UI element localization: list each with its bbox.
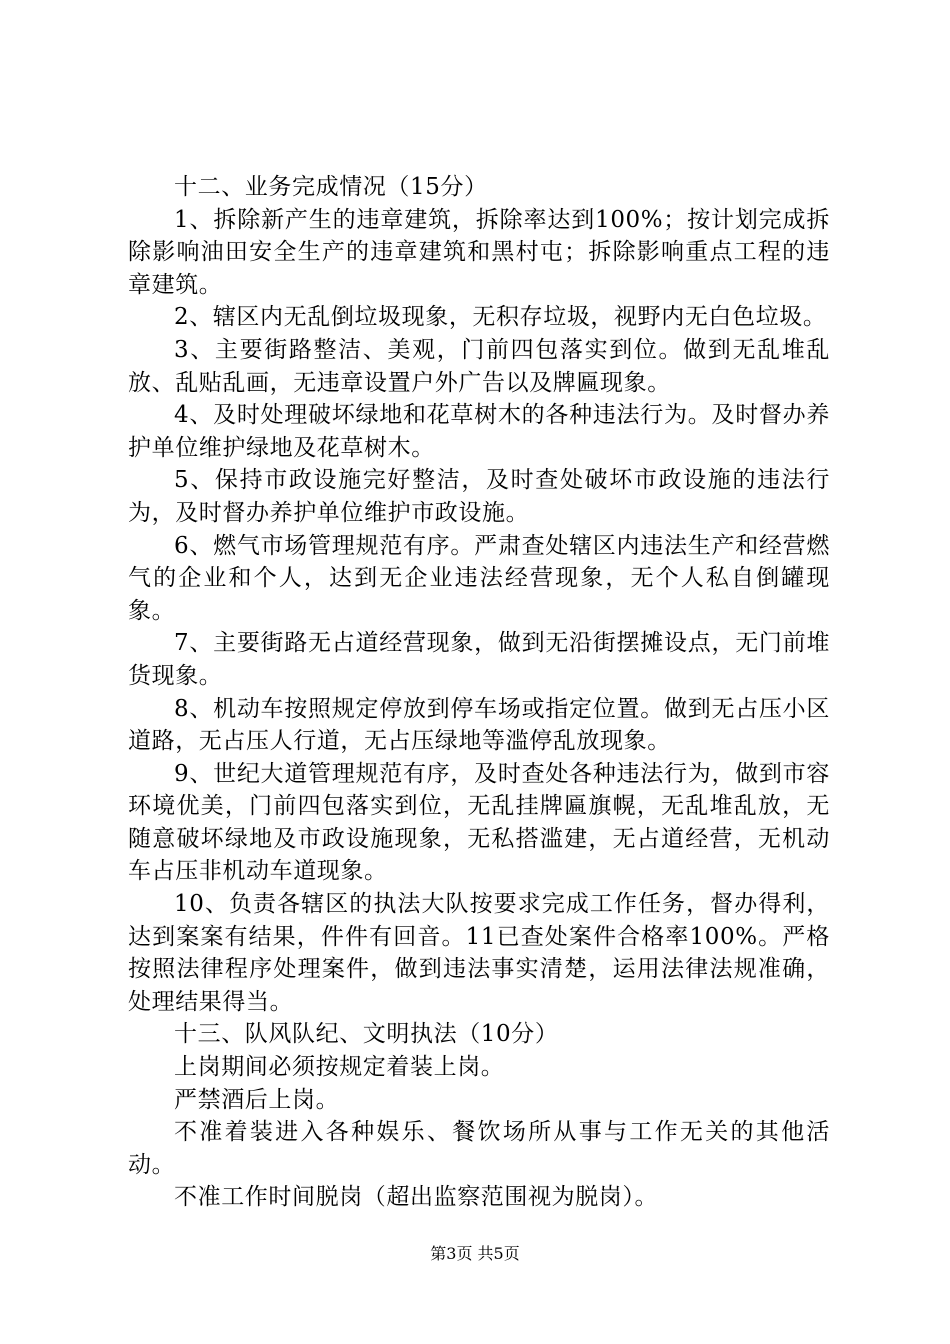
paragraph-item-5: 5、保持市政设施完好整洁，及时查处破坏市政设施的违法行为，及时督办养护单位维护市政设施。 — [128, 467, 830, 526]
paragraph-item-10: 10、负责各辖区的执法大队按要求完成工作任务，督办得利，达到案案有结果，件件有回音。11已查处案件合格率100%。严格按照法律程序处理案件，做到违法事实清楚，运用法律法规准确，处理结果得当。 — [128, 891, 830, 1015]
section-heading-12: 十二、业务完成情况（15分） — [174, 174, 488, 200]
rule-line-3: 不准着装进入各种娱乐、餐饮场所从事与工作无关的其他活动。 — [128, 1119, 830, 1178]
paragraph-item-2: 2、辖区内无乱倒垃圾现象，无积存垃圾，视野内无白色垃圾。 — [174, 304, 827, 331]
rule-line-1: 上岗期间必须按规定着装上岗。 — [174, 1054, 505, 1081]
rule-line-4: 不准工作时间脱岗（超出监察范围视为脱岗）。 — [174, 1184, 659, 1211]
paragraph-item-6: 6、燃气市场管理规范有序。严肃查处辖区内违法生产和经营燃气的企业和个人，达到无企业违法经营现象，无个人私自倒罐现象。 — [128, 532, 830, 624]
paragraph-item-3: 3、主要街路整洁、美观，门前四包落实到位。做到无乱堆乱放、乱贴乱画，无违章设置户外广告以及牌匾现象。 — [128, 336, 830, 396]
paragraph-item-8: 8、机动车按照规定停放到停车场或指定位置。做到无占压小区道路，无占压人行道，无占压绿地等滥停乱放现象。 — [128, 695, 830, 755]
page-footer — [0, 1243, 950, 1265]
paragraph-item-1: 1、拆除新产生的违章建筑，拆除率达到100%；按计划完成拆除影响油田安全生产的违章建筑和黑村屯；拆除影响重点工程的违章建筑。 — [128, 206, 830, 298]
paragraph-item-7: 7、主要街路无占道经营现象，做到无沿街摆摊设点，无门前堆货现象。 — [128, 630, 830, 689]
paragraph-item-4: 4、及时处理破坏绿地和花草树木的各种违法行为。及时督办养护单位维护绿地及花草树木。 — [128, 402, 830, 461]
document-body — [128, 171, 830, 1214]
page-number-label: 第3页 共5页 — [430, 1244, 520, 1263]
section-heading-13: 十三、队风队纪、文明执法（10分） — [174, 1021, 559, 1048]
rule-line-2: 严禁酒后上岗。 — [174, 1086, 340, 1113]
paragraph-item-9: 9、世纪大道管理规范有序，及时查处各种违法行为，做到市容环境优美，门前四包落实到位，无乱挂牌匾旗幌，无乱堆乱放，无随意破坏绿地及市政设施现象，无私搭滥建，无占道经营，无机动车占压非机动车道现象。 — [128, 760, 830, 885]
